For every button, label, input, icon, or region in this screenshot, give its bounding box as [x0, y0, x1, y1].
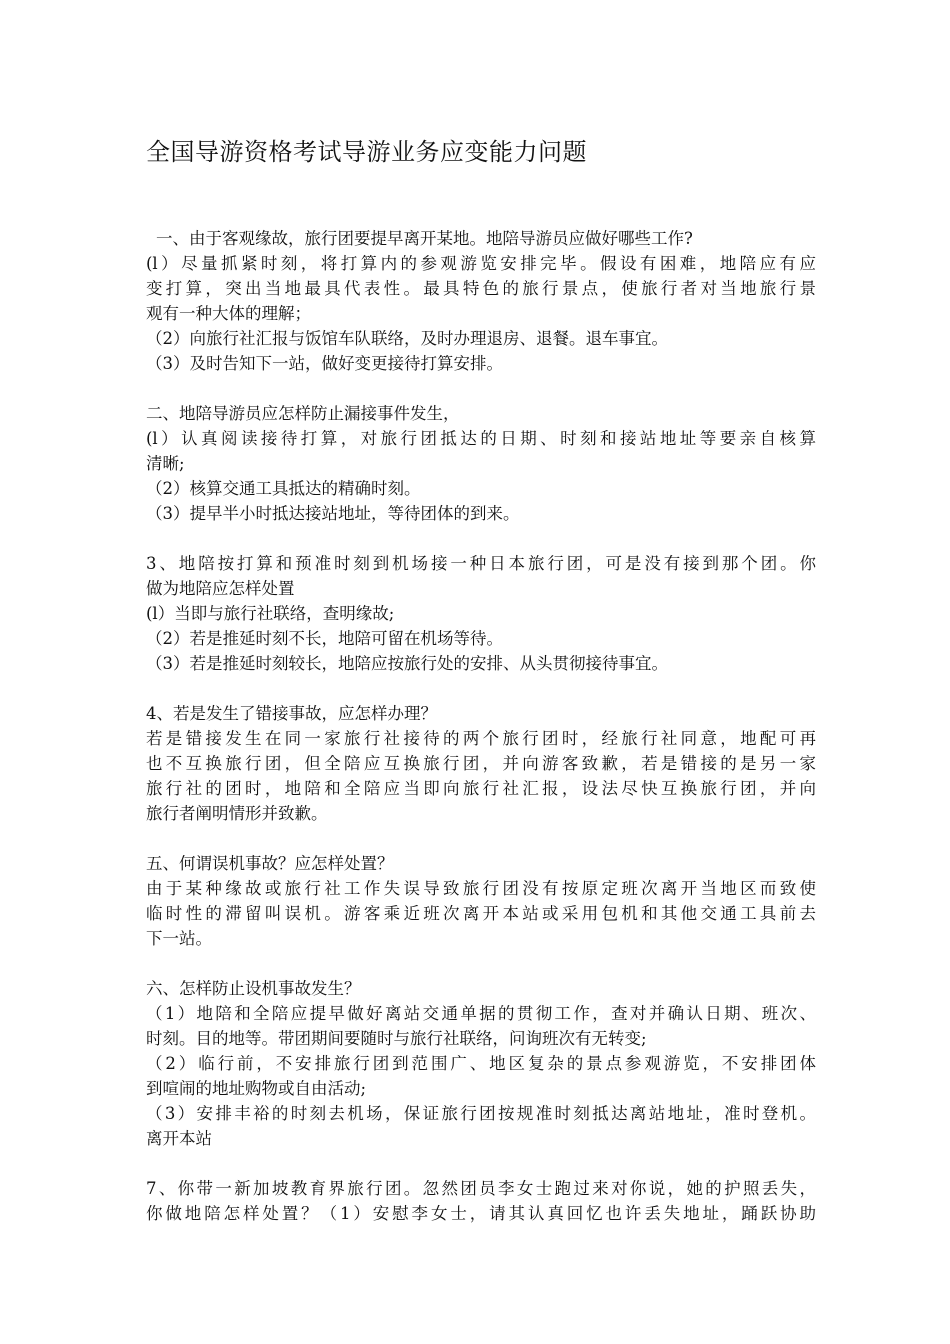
text-line: 时刻。目的地等。带团期间要随时与旅行社联络，问询班次有无转变;	[146, 1029, 647, 1048]
text-line: 由于某种缘故或旅行社工作失误导致旅行团没有按原定班次离开当地区而致使	[146, 879, 816, 898]
text-line: 旅行社的团时，地陪和全陪应当即向旅行社汇报，设法尽快互换旅行团，并向	[146, 779, 816, 798]
text-line: 一、由于客观缘故，旅行团要提早离开某地。地陪导游员应做好哪些工作?	[156, 229, 693, 248]
text-line: 五、何谓误机事故？应怎样处置？	[146, 854, 394, 873]
text-line: 也不互换旅行团，但全陪应互换旅行团，并向游客致歉，若是错接的是另一家	[146, 754, 816, 773]
text-line: 7、你带一新加坡教育界旅行团。忽然团员李女士跑过来对你说，她的护照丢失，	[146, 1179, 816, 1198]
paragraph-gap	[146, 676, 816, 701]
text-line: 到喧闹的地址购物或自由活动;	[146, 1079, 367, 1098]
text-line: 离开本站	[146, 1129, 212, 1148]
text-line: 做为地陪应怎样处置	[146, 579, 295, 598]
text-line: （1）地陪和全陪应提早做好离站交通单据的贯彻工作，查对并确认日期、班次、	[146, 1004, 816, 1023]
text-line: （3）及时告知下一站，做好变更接待打算安排。	[146, 354, 503, 373]
text-line: (l）尽量抓紧时刻，将打算内的参观游览安排完毕。假设有困难，地陪应有应	[146, 254, 816, 273]
paragraph-gap	[146, 951, 816, 976]
text-line: (l）认真阅读接待打算，对旅行团抵达的日期、时刻和接站地址等要亲自核算	[146, 429, 816, 448]
text-line: （2）向旅行社汇报与饭馆车队联络，及时办理退房、退餐。退车事宜。	[146, 329, 668, 348]
document-title: 全国导游资格考试导游业务应变能力问题	[146, 138, 587, 166]
paragraph-gap	[146, 526, 816, 551]
paragraph-gap	[146, 1151, 816, 1176]
text-line: 下一站。	[146, 929, 212, 948]
text-line: （2）临行前，不安排旅行团到范围广、地区复杂的景点参观游览，不安排团体	[146, 1054, 816, 1073]
text-line: 六、怎样防止设机事故发生？	[146, 979, 361, 998]
text-line: 你做地陪怎样处置？（1）安慰李女士，请其认真回忆也许丢失地址，踊跃协助	[146, 1204, 816, 1223]
text-line: 3、地陪按打算和预准时刻到机场接一种日本旅行团，可是没有接到那个团。你	[146, 554, 816, 573]
text-line: （3）安排丰裕的时刻去机场，保证旅行团按规准时刻抵达离站地址，准时登机。	[146, 1104, 816, 1123]
text-line: （3）若是推延时刻较长，地陪应按旅行处的安排、从头贯彻接待事宜。	[146, 654, 668, 673]
text-line: 临时性的滞留叫误机。游客乘近班次离开本站或采用包机和其他交通工具前去	[146, 904, 816, 923]
text-line: 清晰;	[146, 454, 185, 473]
text-line: 观有一种大体的理解；	[146, 304, 311, 323]
text-line: （2）核算交通工具抵达的精确时刻。	[146, 479, 421, 498]
text-line: 旅行者阐明情形并致歉。	[146, 804, 328, 823]
text-line: 若是错接发生在同一家旅行社接待的两个旅行团时，经旅行社同意，地配可再	[146, 729, 816, 748]
text-line: 二、地陪导游员应怎样防止漏接事件发生，	[146, 404, 460, 423]
text-line: 变打算，突出当地最具代表性。最具特色的旅行景点，使旅行者对当地旅行景	[146, 279, 816, 298]
text-line: （2）若是推延时刻不长，地陪可留在机场等待。	[146, 629, 503, 648]
text-line: （3）提早半小时抵达接站地址，等待团体的到来。	[146, 504, 520, 523]
text-line: (l）当即与旅行社联络，查明缘故;	[146, 604, 395, 623]
paragraph-gap	[146, 826, 816, 851]
document-body	[146, 226, 816, 1226]
text-line: 4、若是发生了错接事故，应怎样办理？	[146, 704, 437, 723]
paragraph-gap	[146, 376, 816, 401]
